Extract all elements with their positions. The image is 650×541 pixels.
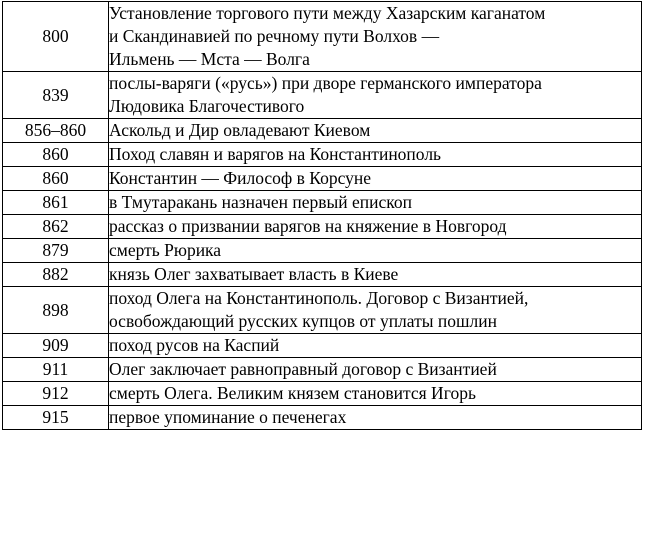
event-line: Ильмень — Мста — Волга — [109, 49, 310, 69]
event-line: послы-варяги («русь») при дворе германского императора — [109, 73, 542, 93]
event-line: в Тмутаракань назначен первый епископ — [109, 192, 413, 212]
table-row — [3, 72, 642, 119]
event-line: и Скандинавией по речному пути Волхов — — [109, 26, 440, 46]
event-cell — [109, 143, 642, 167]
year-cell: 862 — [3, 215, 109, 239]
chronology-table — [2, 1, 642, 430]
year-cell: 856–860 — [3, 119, 109, 143]
year-cell: 911 — [3, 358, 109, 382]
event-cell — [109, 406, 642, 430]
event-cell — [109, 263, 642, 287]
table-row — [3, 239, 642, 263]
event-cell — [109, 119, 642, 143]
table-row — [3, 358, 642, 382]
event-cell — [109, 191, 642, 215]
event-cell — [109, 72, 642, 119]
event-cell — [109, 239, 642, 263]
chronology-table-body — [3, 2, 642, 430]
event-cell — [109, 2, 642, 72]
event-line: поход Олега на Константинополь. Договор с Византией, — [109, 288, 529, 308]
table-row — [3, 143, 642, 167]
event-cell — [109, 167, 642, 191]
table-row — [3, 167, 642, 191]
event-line: Аскольд и Дир овладевают Киевом — [109, 120, 371, 140]
chronology-table-container — [2, 1, 641, 430]
table-row — [3, 287, 642, 334]
event-line: Людовика Благочестивого — [109, 96, 305, 116]
year-cell: 800 — [3, 2, 109, 72]
year-cell: 912 — [3, 382, 109, 406]
event-cell — [109, 334, 642, 358]
table-row — [3, 2, 642, 72]
event-cell — [109, 287, 642, 334]
table-row — [3, 406, 642, 430]
table-row — [3, 119, 642, 143]
event-cell — [109, 215, 642, 239]
year-cell: 860 — [3, 167, 109, 191]
year-cell: 879 — [3, 239, 109, 263]
event-line: рассказ о призвании варягов на княжение в Новгород — [109, 216, 507, 236]
year-cell: 839 — [3, 72, 109, 119]
year-cell: 860 — [3, 143, 109, 167]
table-row — [3, 263, 642, 287]
event-line: Установление торгового пути между Хазарским каганатом — [109, 3, 546, 23]
event-line: освобождающий русских купцов от уплаты пошлин — [109, 311, 497, 331]
year-cell: 915 — [3, 406, 109, 430]
table-row — [3, 334, 642, 358]
event-line: смерть Олега. Великим князем становится Игорь — [109, 383, 476, 403]
year-cell: 898 — [3, 287, 109, 334]
event-line: смерть Рюрика — [109, 240, 222, 260]
event-line: Константин — Философ в Корсуне — [109, 168, 372, 188]
event-cell — [109, 358, 642, 382]
event-line: Поход славян и варягов на Константинополь — [109, 144, 442, 164]
event-line: поход русов на Каспий — [109, 335, 280, 355]
year-cell: 909 — [3, 334, 109, 358]
table-row — [3, 191, 642, 215]
table-row — [3, 215, 642, 239]
year-cell: 882 — [3, 263, 109, 287]
event-line: первое упоминание о печенегах — [109, 407, 347, 427]
event-line: князь Олег захватывает власть в Киеве — [109, 264, 399, 284]
event-line: Олег заключает равноправный договор с Византией — [109, 359, 497, 379]
table-row — [3, 382, 642, 406]
event-cell — [109, 382, 642, 406]
year-cell: 861 — [3, 191, 109, 215]
